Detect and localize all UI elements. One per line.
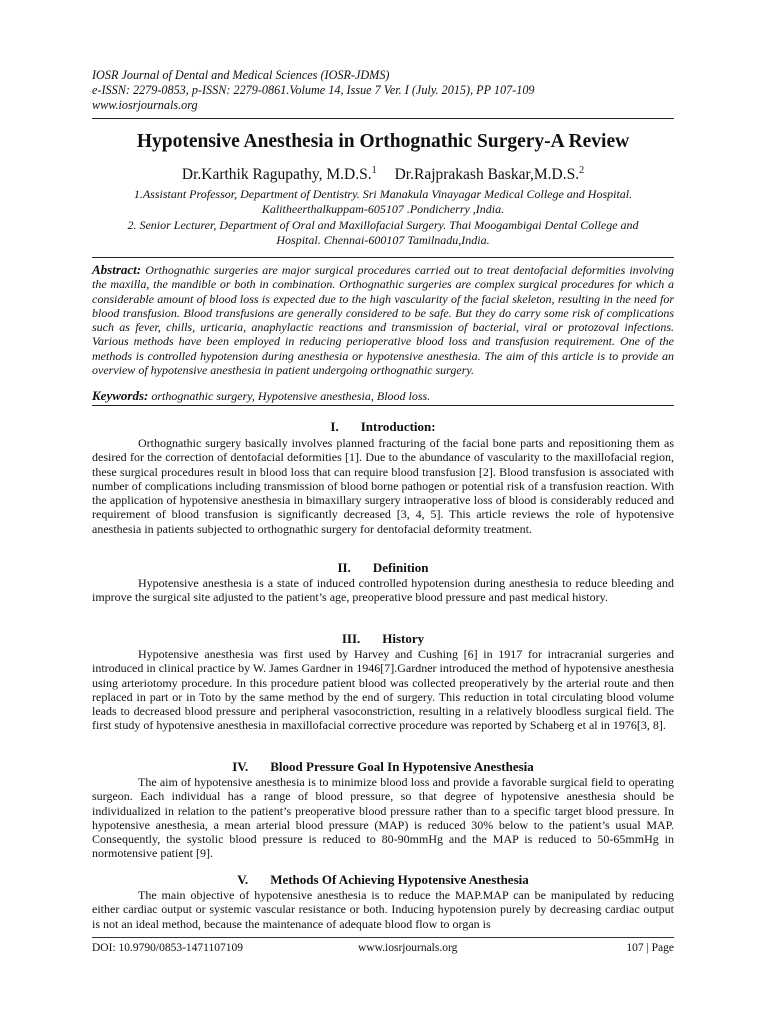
affiliation-2 — [92, 218, 674, 249]
section-title: Blood Pressure Goal In Hypotensive Anesthesia — [270, 759, 534, 774]
section-heading-methods — [92, 872, 674, 888]
section-title: Introduction: — [360, 419, 436, 434]
abstract — [92, 263, 674, 377]
section-title: History — [382, 631, 425, 646]
section-number: II. — [337, 560, 351, 575]
author-2: Dr.Rajprakash Baskar,M.D.S. — [394, 166, 580, 184]
paragraph: The aim of hypotensive anesthesia is to minimize blood loss and provide a favorable surgical field to operating surgeon. Each individual has a range of blood pressure, so that degree of hypotensive anesthesia should be individualized in relation to the patient’s preoperative blood pressure rather than to a specific target blood pressure. In hypotensive anesthesia, a mean arterial blood pressure (MAP) is reduced 30% below to the patient’s usual MAP. Consequently, the systolic blood pressure is reduced to 80-90mmHg and the MAP is reduced to 50-65mmHg in normotensive patient [9]. — [92, 775, 674, 861]
section-title: Methods Of Achieving Hypotensive Anesthesia — [270, 872, 529, 887]
paragraph: The main objective of hypotensive anesthesia is to reduce the MAP.MAP can be manipulated by reducing either cardiac output or systemic vascular resistance or both. Inducing hypotension purely by decreasing cardiac output is not an ideal method, because the maintenance of adequate blood flow to organ is — [92, 888, 674, 931]
author-1: Dr.Karthik Ragupathy, M.D.S. — [181, 166, 372, 184]
affiliation-2-line-1: 2. Senior Lecturer, Department of Oral and Maxillofacial Surgery. Thai Moogambigai Dental College and — [127, 218, 639, 232]
affiliation-1 — [92, 187, 674, 218]
section-number: I. — [330, 419, 339, 434]
journal-website[interactable]: www.iosrjournals.org — [92, 98, 198, 112]
footer-page-number: 107 | Page — [626, 942, 674, 954]
footer-website[interactable]: www.iosrjournals.org — [358, 942, 458, 954]
journal-issn: e-ISSN: 2279-0853, p-ISSN: 2279-0861.Volume 14, Issue 7 Ver. I (July. 2015), PP 107-109 — [92, 83, 535, 97]
section-heading-definition — [92, 560, 674, 576]
section-body-blood-pressure-goal — [92, 775, 674, 861]
journal-name: IOSR Journal of Dental and Medical Sciences (IOSR-JDMS) — [92, 68, 390, 82]
section-title: Definition — [372, 560, 429, 575]
author-line — [92, 161, 674, 185]
section-number: IV. — [232, 759, 249, 774]
journal-header — [92, 68, 535, 113]
affiliation-1-line-2: Kalitheerthalkuppam-605107 .Pondicherry ,India. — [261, 202, 505, 217]
keywords-text: orthognathic surgery, Hypotensive anesthesia, Blood loss. — [151, 389, 431, 403]
abstract-bottom-rule — [92, 405, 674, 406]
section-body-methods — [92, 888, 674, 931]
abstract-text: Orthognathic surgeries are major surgical procedures carried out to treat dentofacial deformities involving the maxilla, the mandible or both in combination. Orthognathic surgeries are complex surgical procedures for which a considerable amount of blood loss is expected due to the high vascularity of the facial skeleton, resulting in the need for blood transfusion. Blood transfusions are generally considered to be safe. But they do carry some risk of complications such as fever, chills, urticaria, anaphylactic reactions and transmission of bacterial, viral or protozoval infections. Various methods have been employed in reducing perioperative blood loss and transfusion requirement. One of the methods is controlled hypotension during anesthesia or hypotensive anesthesia. The aim of this article is to provide an overview of hypotensive anesthesia in patient undergoing orthognathic surgery. — [92, 263, 674, 378]
footer-doi: DOI: 10.9790/0853-1471107109 — [92, 942, 243, 954]
abstract-label: Abstract: — [92, 262, 142, 277]
affiliation-2-line-2: Hospital. Chennai-600107 Tamilnadu,India. — [276, 233, 490, 248]
section-number: V. — [237, 872, 249, 887]
section-number: III. — [341, 631, 361, 646]
author-2-sup: 2 — [579, 165, 585, 176]
author-1-sup: 1 — [371, 165, 377, 176]
header-rule — [92, 118, 674, 119]
section-heading-history — [92, 631, 674, 647]
footer-rule — [92, 937, 674, 938]
paper-title: Hypotensive Anesthesia in Orthognathic Surgery-A Review — [136, 131, 630, 152]
section-body-history — [92, 647, 674, 733]
keywords-label: Keywords: — [92, 388, 149, 403]
paragraph: Orthognathic surgery basically involves planned fracturing of the facial bone parts and repositioning them as desired for the correction of dentofacial deformities [1]. Due to the abundance of vascularity to the maxillofacial region, these surgical procedures result in blood loss that can require blood transfusion [2]. Blood transfusion is associated with number of complications including transmission of blood borne pathogen or potential risk of a transfusion reaction. With the application of hypotensive anesthesia in bimaxillary surgery intraoperative loss of blood is considerably reduced and requirement of blood transfusion is significantly decreased [3, 4, 5]. This article reviews the role of hypotensive anesthesia in patients subjected to orthognathic surgery for dentofacial deformity treatment. — [92, 436, 674, 536]
affiliation-1-line-1: 1.Assistant Professor, Department of Dentistry. Sri Manakula Vinayagar Medical College and Hospital. — [133, 187, 633, 201]
keywords — [92, 389, 674, 403]
section-body-introduction — [92, 436, 674, 536]
abstract-top-rule — [92, 257, 674, 258]
paragraph: Hypotensive anesthesia was first used by Harvey and Cushing [6] in 1917 for intracranial surgeries and introduced in clinical practice by W. James Gardner in 1946[7].Gardner introduced the method of hypotensive anesthesia using arteriotomy procedure. In this procedure patient blood was collected preoperatively by the arterial route and then replaced in part or in Toto by the same method by the end of surgery. This reduction in total circulating blood volume leads to decreased blood pressure and peripheral vasoconstriction, resulting in a relatively bloodless surgical field. The first study of hypotensive anesthesia in maxillofacial corrective procedure was reported by Schaberg et al in 1976[3, 8]. — [92, 647, 674, 733]
section-heading-blood-pressure-goal — [92, 759, 674, 775]
section-body-definition — [92, 576, 674, 605]
section-heading-introduction — [92, 419, 674, 435]
paragraph: Hypotensive anesthesia is a state of induced controlled hypotension during anesthesia to reduce bleeding and improve the surgical site adjusted to the patient’s age, preoperative blood pressure and past medical history. — [92, 576, 674, 605]
